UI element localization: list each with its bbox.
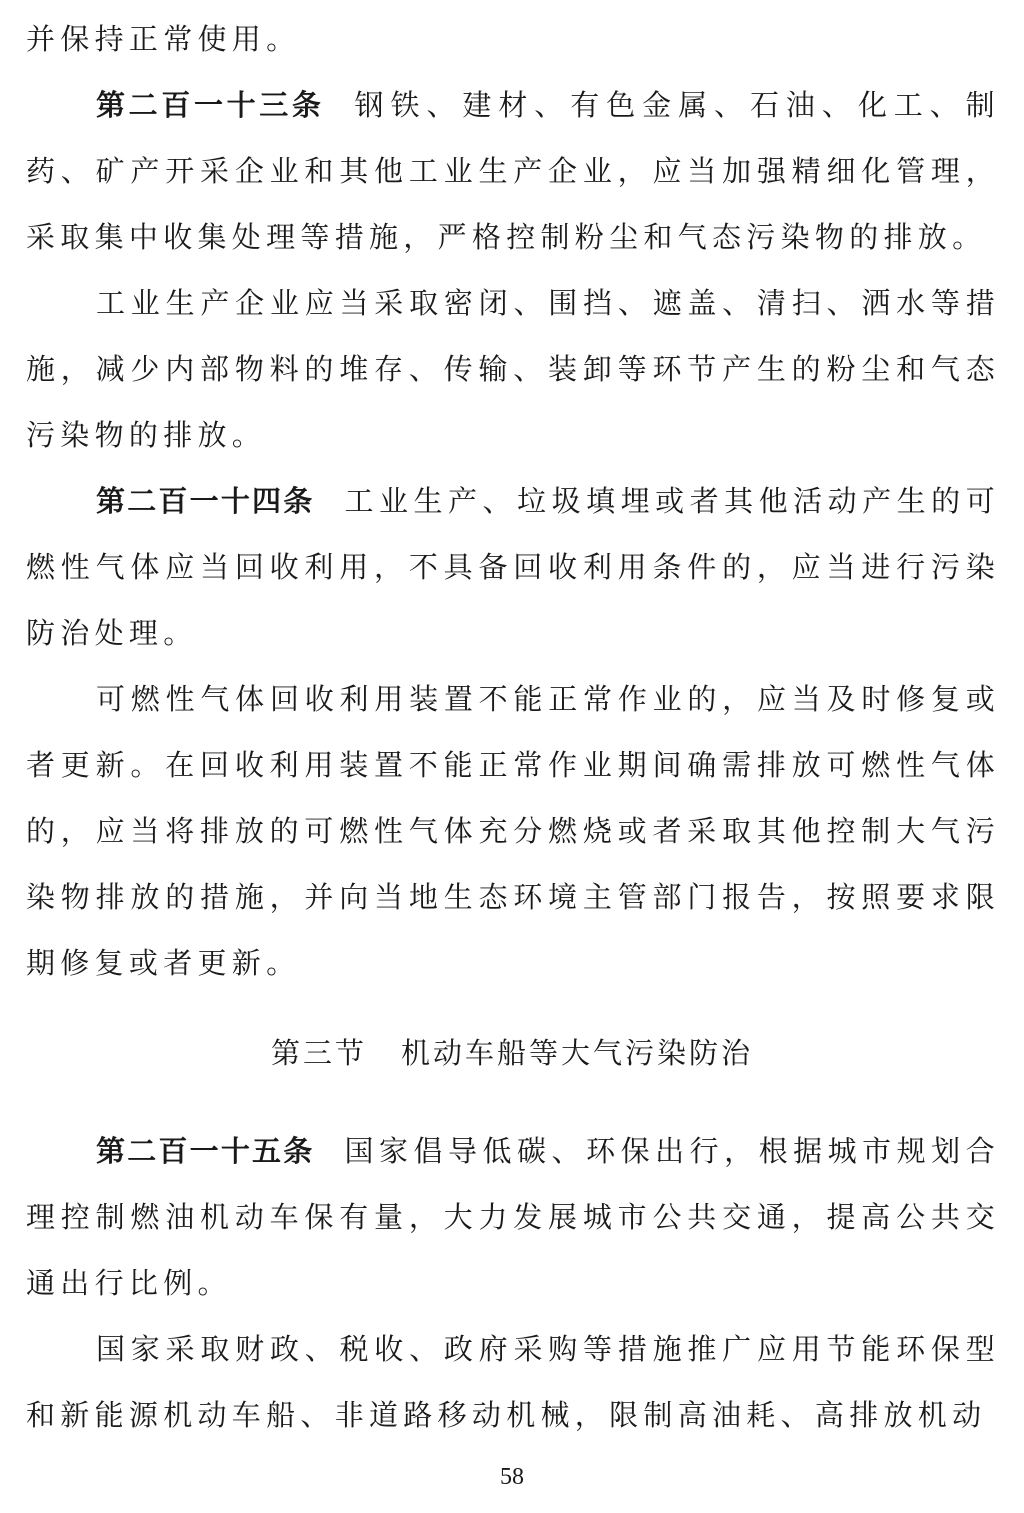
paragraph-continuation: 并保持正常使用。 — [26, 22, 301, 56]
article-215: 第二百一十五条 国家倡导低碳、环保出行，根据城市规划合理控制燃油机动车保有量，大力发展城市公共交通，提高公共交通出行比例。 — [26, 1134, 1000, 1300]
article-215-paragraph-2: 国家采取财政、税收、政府采购等措施推广应用节能环保型和新能源机动车船、非道路移动机械，限制高油耗、高排放机动 — [26, 1332, 1000, 1432]
article-heading: 第二百一十四条 — [96, 484, 315, 518]
page-number: 58 — [500, 1464, 524, 1490]
section-heading — [0, 1020, 1024, 1086]
article-heading: 第二百一十五条 — [96, 1134, 315, 1168]
article-213: 第二百一十三条 钢铁、建材、有色金属、石油、化工、制药、矿产开采企业和其他工业生产企业，应当加强精细化管理，采取集中收集处理等措施，严格控制粉尘和气态污染物的排放。 — [26, 88, 1000, 254]
article-214-paragraph-2: 可燃性气体回收利用装置不能正常作业的，应当及时修复或者更新。在回收利用装置不能正常作业期间确需排放可燃性气体的，应当将排放的可燃性气体充分燃烧或者采取其他控制大气污染物排放的措施，并向当地生态环境主管部门报告，按照要求限期修复或者更新。 — [26, 682, 1000, 980]
section-number: 第三节 — [270, 1036, 367, 1070]
article-heading: 第二百一十三条 — [96, 88, 325, 122]
section-title: 机动车船等大气污染防治 — [401, 1036, 754, 1070]
article-213-paragraph-2: 工业生产企业应当采取密闭、围挡、遮盖、清扫、洒水等措施，减少内部物料的堆存、传输、装卸等环节产生的粉尘和气态污染物的排放。 — [26, 286, 1000, 452]
article-214: 第二百一十四条 工业生产、垃圾填埋或者其他活动产生的可燃性气体应当回收利用，不具备回收利用条件的，应当进行污染防治处理。 — [26, 484, 1000, 650]
